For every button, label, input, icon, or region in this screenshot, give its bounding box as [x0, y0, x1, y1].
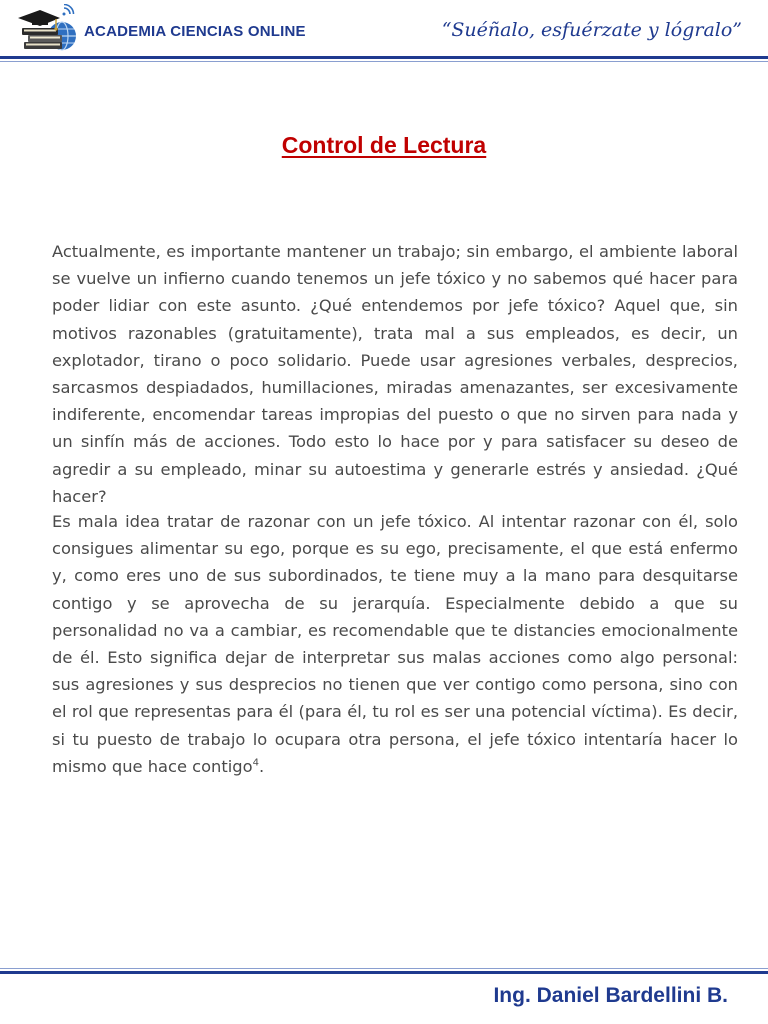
document-title: [0, 132, 768, 159]
paragraph-2-text: Es mala idea tratar de razonar con un jefe tóxico. Al intentar razonar con él, solo consigues alimentar su ego, porque es su ego, precisamente, el que está enfermo y, como eres uno de sus subordinados, te tiene muy a la mano para desquitarse contigo y se aprovecha de su jerarquía. Especialmente debido a que su personalidad no va a cambiar, es recomendable que te distancies emocionalmente de él. Esto significa dejar de interpretar sus malas acciones como algo personal: sus agresiones y sus desprecios no tienen que ver contigo como persona, sino con el rol que representas para él (para él, tu rol es ser una potencial víctima). Es decir, si tu puesto de trabajo lo ocupara otra persona, el jefe tóxico intentaría hacer lo mismo que hace contigo: [52, 512, 738, 776]
graduation-books-globe-icon: [10, 4, 78, 54]
footnote-mark: 4: [252, 757, 259, 769]
author-name: Ing. Daniel Bardellini B.: [493, 984, 728, 1007]
page-header: [0, 0, 768, 64]
document-title-text: Control de Lectura: [281, 132, 487, 158]
header-divider: [0, 56, 768, 59]
paragraph-2: [52, 508, 738, 780]
motto: “Suéñalo, esfuérzate y lógralo”: [441, 19, 742, 41]
paragraph-2-end: .: [258, 756, 265, 776]
header-divider-thin: [0, 61, 768, 62]
paragraph-1: Actualmente, es importante mantener un trabajo; sin embargo, el ambiente laboral se vuelve un infierno cuando tenemos un jefe tóxico y no sabemos qué hacer para poder lidiar con este asunto. ¿Qué entendemos por jefe tóxico? Aquel que, sin motivos razonables (gratuitamente), trata mal a sus empleados, es decir, un explotador, tirano o poco solidario. Puede usar agresiones verbales, desprecios, sarcasmos despiadados, humillaciones, miradas amenazantes, ser excesivamente indiferente, encomendar tareas impropias del puesto o que no sirven para nada y un sinfín más de acciones. Todo esto lo hace por y para satisfacer su deseo de agredir a su empleado, minar su autoestima y generarle estrés y ansiedad. ¿Qué hacer?: [52, 242, 738, 506]
footer-divider: [0, 971, 768, 974]
footer-divider-thin: [0, 968, 768, 969]
brand-name: ACADEMIA CIENCIAS ONLINE: [84, 23, 306, 40]
